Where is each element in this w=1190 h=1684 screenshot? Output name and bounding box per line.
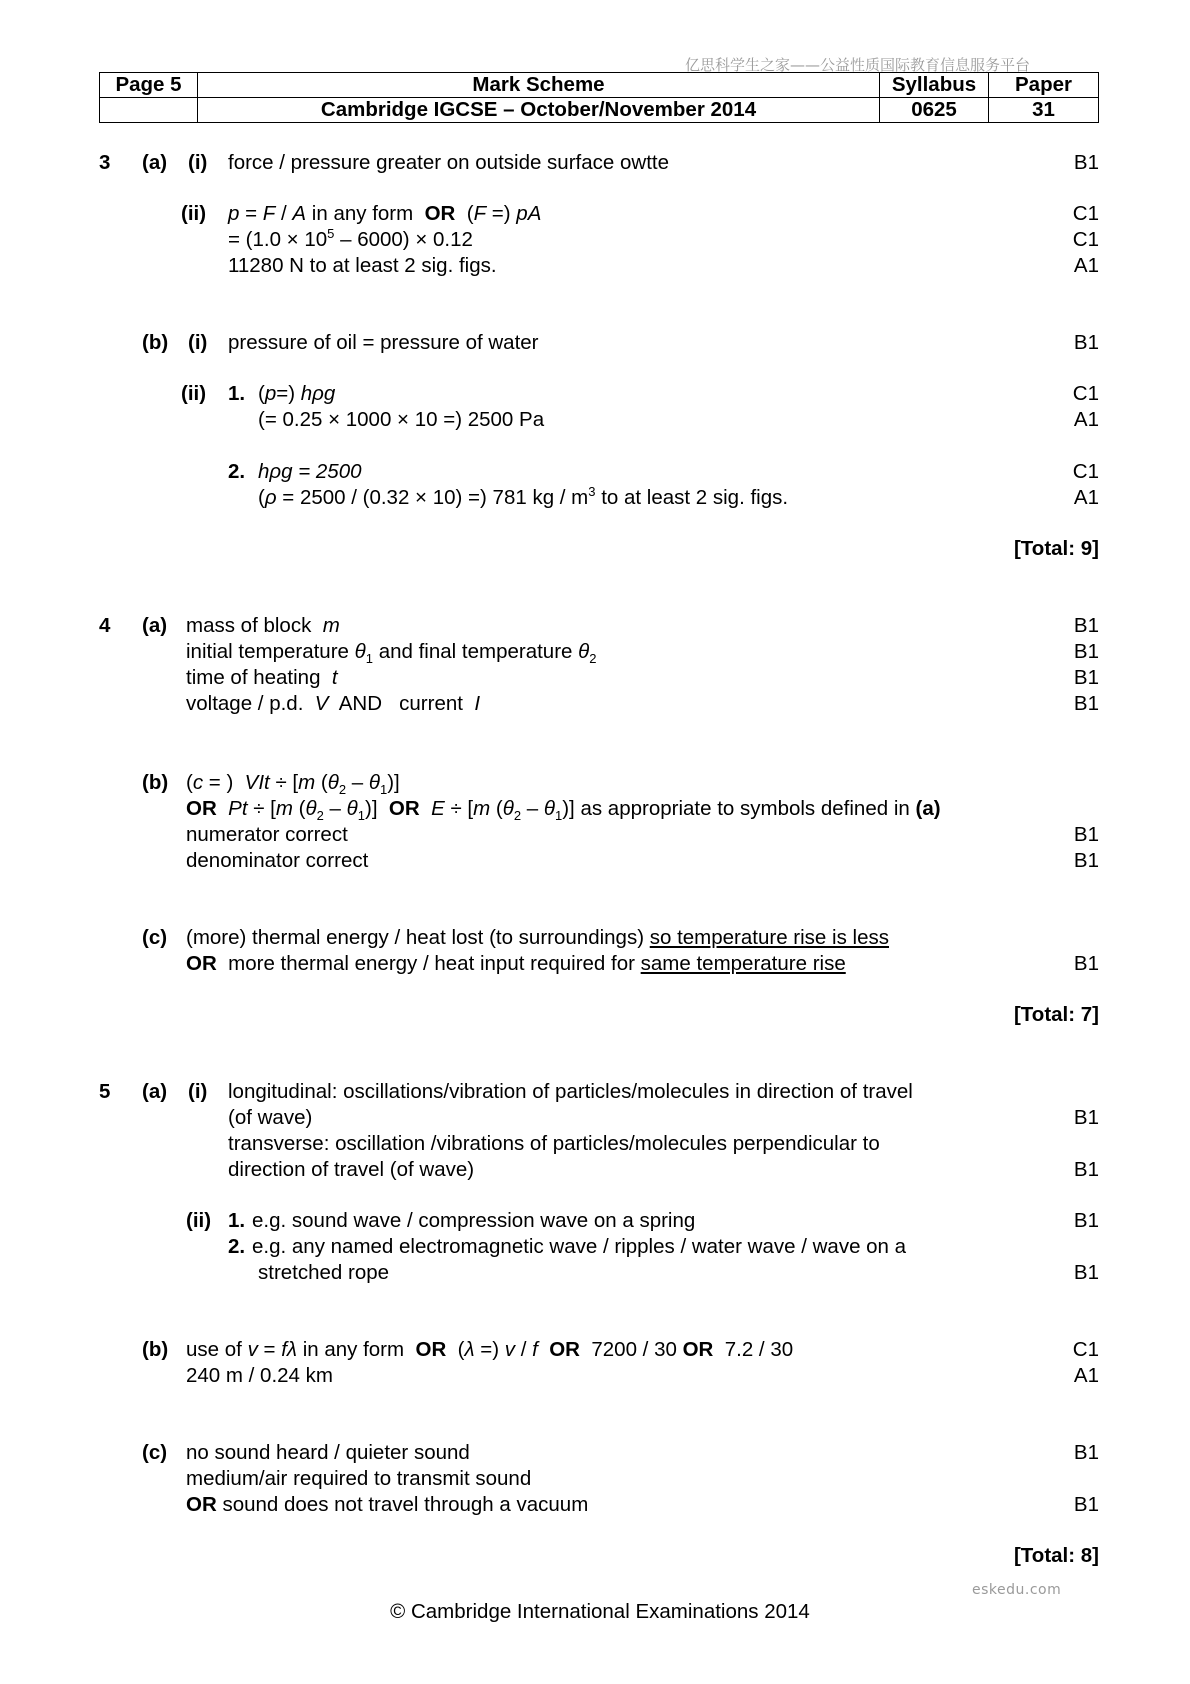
answer-line: (of wave) xyxy=(228,1106,313,1129)
answer-line: hρg = 2500 xyxy=(258,460,362,483)
answer-line: (ρ = 2500 / (0.32 × 10) =) 781 kg / $m^3$ to at least 2 sig. figs. xyxy=(258,484,789,509)
mark: B1 xyxy=(1073,1261,1099,1284)
item-number: 1. xyxy=(228,382,246,405)
answer-line: initial temperature $\theta_1$ and final temperature $\theta_2$ xyxy=(186,640,597,667)
answer-line: e.g. sound wave / compression wave on a spring xyxy=(252,1209,696,1232)
syllabus-label: Syllabus xyxy=(880,73,989,98)
answer-line: OR Pt ÷ [m $(\theta_2 - \theta_1)$] OR E ÷ [m $(\theta_2 - \theta_1)$] as appropriate to symbols defined in (a) xyxy=(186,797,941,824)
answer-line: time of heating t xyxy=(186,666,338,689)
question-number: 3 xyxy=(99,151,111,174)
answer-line: OR sound does not travel through a vacuum xyxy=(186,1493,589,1516)
mark: C1 xyxy=(1072,460,1099,483)
exam-session: Cambridge IGCSE – October/November 2014 xyxy=(198,98,880,123)
part-label: (b) xyxy=(142,771,169,794)
mark: C1 xyxy=(1072,202,1099,225)
mark: B1 xyxy=(1073,1441,1099,1464)
mark: B1 xyxy=(1073,952,1099,975)
answer-line: denominator correct xyxy=(186,849,369,872)
mark: B1 xyxy=(1073,614,1099,637)
answer-line: medium/air required to transmit sound xyxy=(186,1467,532,1490)
mark: C1 xyxy=(1072,1338,1099,1361)
answer-line: 240 m / 0.24 km xyxy=(186,1364,333,1387)
copyright-footer: © Cambridge International Examinations 2014 xyxy=(390,1600,810,1623)
mark: B1 xyxy=(1073,640,1099,663)
answer-line: longitudinal: oscillations/vibration of particles/molecules in direction of travel xyxy=(228,1080,913,1103)
answer-line: force / pressure greater on outside surface owtte xyxy=(228,151,669,174)
mark: B1 xyxy=(1073,331,1099,354)
paper-number: 31 xyxy=(989,98,1099,123)
answer-line: voltage / p.d. V AND current I xyxy=(186,692,481,715)
mark: A1 xyxy=(1073,486,1099,509)
answer-line: e.g. any named electromagnetic wave / ripples / water wave / wave on a xyxy=(252,1235,907,1258)
part-label: (a) xyxy=(142,151,168,174)
answer-line: use of v = fλ in any form OR (λ =) v / f OR 7200 / 30 OR 7.2 / 30 xyxy=(186,1338,794,1361)
mark: B1 xyxy=(1073,1493,1099,1516)
answer-line: OR more thermal energy / heat input required for same temperature rise xyxy=(186,952,846,975)
answer-line: (p=) hρg xyxy=(258,382,336,405)
part-label: (b) xyxy=(142,331,169,354)
subpart-label: (i) xyxy=(188,151,208,174)
mark: A1 xyxy=(1073,408,1099,431)
mark: B1 xyxy=(1073,666,1099,689)
watermark-top: 亿思科学生之家——公益性质国际教育信息服务平台 xyxy=(685,56,1031,74)
answer-line: (more) thermal energy / heat lost (to surroundings) so temperature rise is less xyxy=(186,926,889,949)
or-keyword: OR xyxy=(424,202,456,225)
document-title: Mark Scheme xyxy=(198,73,880,98)
part-label: (c) xyxy=(142,926,168,949)
answer-line: pressure of oil = pressure of water xyxy=(228,331,539,354)
mark: B1 xyxy=(1073,151,1099,174)
mark: C1 xyxy=(1072,228,1099,251)
page-number: Page 5 xyxy=(100,73,198,98)
answer-line: 11280 N to at least 2 sig. figs. xyxy=(228,254,497,277)
item-number: 2. xyxy=(228,460,246,483)
watermark-bottom: eskedu.com xyxy=(972,1582,1062,1598)
question-number: 4 xyxy=(99,614,111,637)
subpart-label: (ii) xyxy=(181,202,207,225)
answer-line: (= 0.25 × 1000 × 10 =) 2500 Pa xyxy=(258,408,545,431)
part-label: (a) xyxy=(142,614,168,637)
answer-line: no sound heard / quieter sound xyxy=(186,1441,470,1464)
mark: A1 xyxy=(1073,1364,1099,1387)
question-total: [Total: 7] xyxy=(1013,1003,1099,1026)
part-label: (a) xyxy=(142,1080,168,1103)
header-table xyxy=(99,72,1099,123)
mark: B1 xyxy=(1073,1106,1099,1129)
mark: B1 xyxy=(1073,1158,1099,1181)
mark: C1 xyxy=(1072,382,1099,405)
paper-label: Paper xyxy=(989,73,1099,98)
part-label: (c) xyxy=(142,1441,168,1464)
subpart-label: (i) xyxy=(188,331,208,354)
subpart-label: (ii) xyxy=(181,382,207,405)
item-number: 2. xyxy=(228,1235,246,1258)
answer-line: stretched rope xyxy=(258,1261,390,1284)
subpart-label: (ii) xyxy=(186,1209,212,1232)
mark: A1 xyxy=(1073,254,1099,277)
answer-line: numerator correct xyxy=(186,823,348,846)
subpart-label: (i) xyxy=(188,1080,208,1103)
question-number: 5 xyxy=(99,1080,111,1103)
answer-line: = $(1.0 \times 10^5 - 6000) \times 0.12$ xyxy=(228,226,473,251)
mark: B1 xyxy=(1073,823,1099,846)
answer-line: p = F / A in any form OR (F =) pA xyxy=(228,202,542,225)
question-total: [Total: 8] xyxy=(1013,1544,1099,1567)
mark: B1 xyxy=(1073,849,1099,872)
answer-line: (c = ) VIt ÷ [m $(\theta_2 - \theta_1)$] xyxy=(186,771,400,798)
mark: B1 xyxy=(1073,692,1099,715)
syllabus-code: 0625 xyxy=(880,98,989,123)
mark: B1 xyxy=(1073,1209,1099,1232)
answer-line: mass of block m xyxy=(186,614,340,637)
item-number: 1. xyxy=(228,1209,246,1232)
answer-line: transverse: oscillation /vibrations of particles/molecules perpendicular to xyxy=(228,1132,880,1155)
question-total: [Total: 9] xyxy=(1013,537,1099,560)
answer-line: direction of travel (of wave) xyxy=(228,1158,475,1181)
part-label: (b) xyxy=(142,1338,169,1361)
